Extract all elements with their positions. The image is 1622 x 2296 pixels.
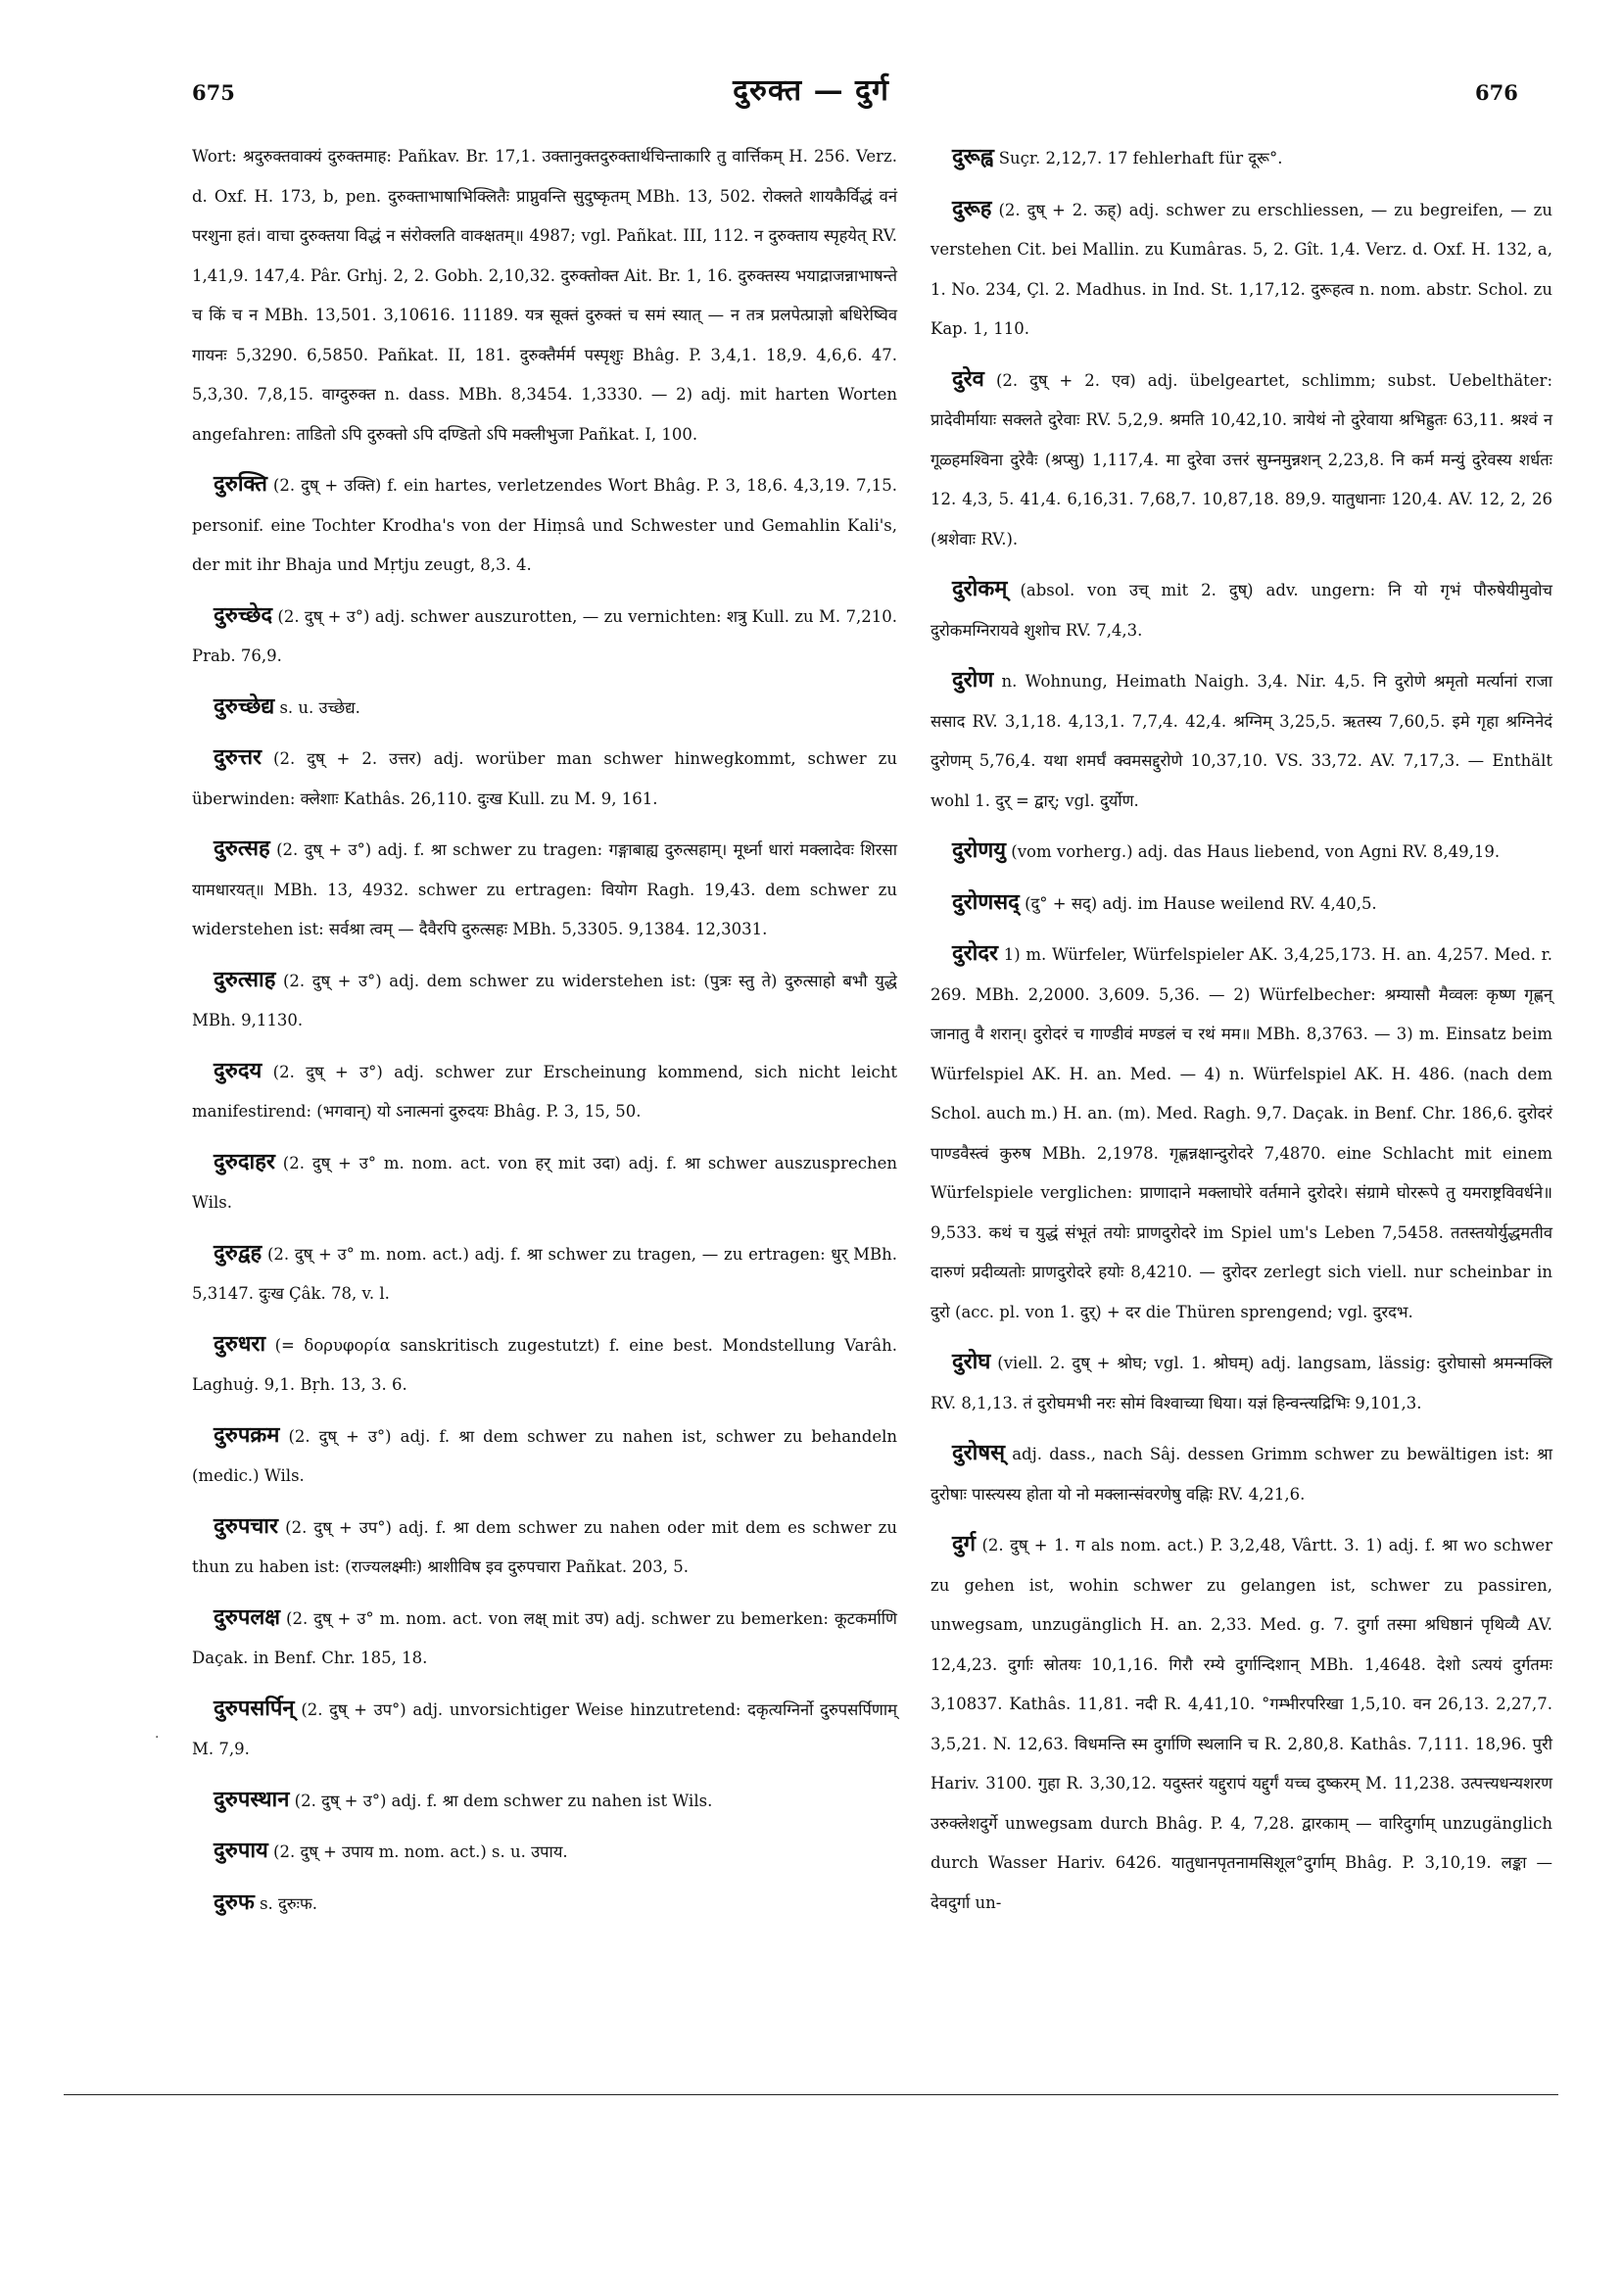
entry-text: n. Wohnung, Heimath Naigh. 3,4. Nir. 4,5. नि दुरोणे श्रमृतो मर्त्यानां राजा ससाद RV. 3,1,18. 4,13,1. 7,7,4. 42,4. श्रग्निम् 3,25,5. ऋतस्य 7,60,5. इमे गृहा श्रग्निनेदं दुरोणम् 5,76,4. यथा शमर्घं क्वमसद्दुरोणे 10,37,10. VS. 33,72. AV. 7,17,3. — Enthält wohl 1. दुर् = द्वार्; vgl. दुर्योण. [930, 672, 1552, 810]
entry-headword: दुरोषस् [952, 1440, 1005, 1465]
entry-text: (= δορυφορία sanskritisch zugestutzt) f. eine best. Mondstellung Varâh. Laghuġ. 9,1. Bṛh. 13, 3. 6. [192, 1335, 897, 1394]
dictionary-entry [192, 829, 897, 950]
entry-text: (2. दुष् + 2. एव) adj. übelgeartet, schlimm; subst. Uebelthäter: प्रादेवीर्मायाः सक्लते दुरेवाः RV. 5,2,9. श्रमति 10,42,10. त्रायेथं नो दुरेवाया श्रभिह्रुतः 63,11. श्रश्वं न गूळ्हमश्विना दुरेवैः (श्रप्सु) 1,117,4. मा दुरेवा उत्तरं सुम्नमुन्नशन् 2,23,8. नि कर्म मन्युं दुरेवस्य शर्धतः 12. 4,3, 5. 41,4. 6,16,31. 7,68,7. 10,87,18. 89,9. यातुधानाः 120,4. AV. 12, 2, 26 (श्रशेवाः RV.). [930, 370, 1553, 549]
dictionary-entry [930, 189, 1552, 350]
dictionary-entry [930, 569, 1552, 650]
entry-headword: दुरुच्छेद [214, 601, 273, 628]
dictionary-entry [930, 660, 1552, 821]
dictionary-entry [192, 738, 897, 819]
entry-headword: दुरुदय [214, 1057, 262, 1083]
entry-headword: दुरोण [952, 667, 994, 693]
entry-headword: दुरुत्सह [214, 836, 270, 861]
dictionary-entry [192, 1780, 897, 1822]
dictionary-entry [192, 1598, 897, 1679]
entry-headword: दुरूह्व [952, 144, 994, 169]
entry-text: 1) m. Würfeler, Würfelspieler AK. 3,4,25,173. H. an. 4,257. Med. r. 269. MBh. 2,2000. 3,609. 5,36. — 2) Würfelbecher: श्रम्यासौ मैव्वलः कृष्ण गृह्णन् जानातु वै शरान्। दुरोदरं च गाण्डीवं मण्डलं च रथं मम॥ MBh. 8,3763. — 3) m. Einsatz beim Würfelspiel AK. H. an. Med. — 4) n. Würfelspiel AK. H. 486. (nach dem Schol. auch m.) H. an. (m). Med. Ragh. 9,7. Daçak. in Benf. Chr. 186,6. दुरोदरं पाण्डवैस्त्वं कुरुष MBh. 2,1978. गृह्णन्नक्षान्दुरोदरे 7,4870. eine Schlacht mit einem Würfelspiele verglichen: प्राणादाने मक्लाघोरे वर्तमाने दुरोदरे। संग्रामे घोररूपे तु यमराष्ट्रविवर्धने॥ 9,533. कथं च युद्धं संभूतं तयोः प्राणदुरोदरे im Spiel um's Leben 7,5458. ततस्तयोर्युद्धमतीव दारुणं प्रदीव्यतोः प्राणदुरोदरे हयोः 8,4210. — दुरोदर zerlegt sich viell. nur scheinbar in दुरो (acc. pl. von 1. दुर्) + दर die Thüren sprengend; vgl. दुरदभ. [930, 945, 1552, 1321]
entry-headword: दुरोघ [952, 1349, 991, 1374]
entry-headword: दुरुपाय [214, 1838, 268, 1863]
entry-text: Suçr. 2,12,7. 17 fehlerhaft für दूरू°. [998, 149, 1283, 167]
entry-headword: दुरुधरा [214, 1330, 266, 1357]
dictionary-entry [192, 1883, 897, 1925]
dictionary-entry [192, 960, 897, 1041]
entry-headword: दुरुपस्थान [214, 1786, 290, 1812]
dictionary-entry [930, 933, 1552, 1332]
entry-headword: दुरुक्ति [214, 471, 267, 497]
dictionary-entry [192, 137, 897, 454]
entry-headword: दुरुपसर्पिन् [214, 1695, 295, 1721]
entry-text: (2. दुष् + उ°) adj. f. श्रा dem schwer zu nahen ist Wils. [294, 1791, 713, 1810]
entry-text: (2. दुष् + उप°) adj. unvorsichtiger Weise hinzutretend: दकृत्यग्निर्नो दुरुपसर्पिणाम् M. 7,9. [192, 1699, 898, 1758]
dictionary-entry [930, 831, 1552, 873]
entry-headword: दुर्ग [952, 1531, 977, 1556]
entry-headword: दुरेव [952, 365, 984, 392]
entry-headword: दुरुपलक्ष [214, 1603, 281, 1630]
entry-text: (2. दुष् + उ°) adj. f. श्रा dem schwer zu nahen ist, schwer zu behandeln (medic.) Wils. [192, 1426, 898, 1485]
dictionary-entry [930, 137, 1552, 179]
dictionary-entry [192, 464, 897, 586]
entry-text: adj. dass., nach Sâj. dessen Grimm schwer zu bewältigen ist: श्रा दुरोषाः पास्त्यस्य होता यो नो मक्लान्संवरणेषु वह्निः RV. 4,21,6. [930, 1445, 1552, 1504]
entry-headword: दुरुत्साह [214, 966, 276, 992]
dictionary-entry [192, 1689, 897, 1770]
entry-text: (दु° + सद्) adj. im Hause weilend RV. 4,40,5. [1025, 893, 1377, 913]
entry-headword: दुरुच्छेद्य [214, 693, 275, 719]
entry-text: (2. दुष् + उ° m. nom. act. von लक्ष् mit उप) adj. schwer zu bemerken: कूटकर्माणि Daçak. in Benf. Chr. 185, 18. [192, 1608, 897, 1667]
entry-text: (2. दुष् + 1. ग als nom. act.) P. 3,2,48, Vârtt. 3. 1) adj. f. श्रा wo schwer zu gehen ist, wohin schwer zu gelangen ist, schwer zu passiren, unwegsam, unzugänglich H. an. 2,33. Med. g. 7. दुर्गा तस्मा श्रधिष्ठानं पृथिव्यै AV. 12,4,23. दुर्गाः स्रोतयः 10,1,16. गिरौ रम्ये दुर्गान्दिशान् MBh. 1,4648. देशो ऽत्ययं दुर्गतमः 3,10837. Kathâs. 11,81. नदी R. 4,41,10. °गम्भीरपरिखा 1,5,10. वन 26,13. 2,27,7. 3,5,21. N. 12,63. विधमन्ति स्म दुर्गाणि स्थलानि च R. 2,80,8. Kathâs. 7,111. 18,96. पुरी Hariv. 3100. गुहा R. 3,30,12. यदुस्तरं यद्दुरापं यद्दुर्गं यच्च दुष्करम् M. 11,238. उत्पत्त्यधन्यशरण उरुक्लेशदुर्गे unwegsam durch Bhâg. P. 4, 7,28. द्वारकाम् — वारिदुर्गाम् unzugänglich durch Wasser Hariv. 6426. यातुधानपृतनामसिशूल°दुर्गाम् Bhâg. P. 3,10,19. लङ्का — देवदुर्गा un- [930, 1536, 1553, 1912]
dictionary-entry [192, 596, 897, 677]
dictionary-entry [192, 1142, 897, 1223]
dictionary-entry [192, 687, 897, 729]
dictionary-entry [192, 1507, 897, 1588]
entry-headword: दुरुपचार [214, 1512, 279, 1539]
entry-text: s. u. उच्छेद्य. [279, 697, 360, 717]
entry-text: (2. दुष् + 2. उत्तर) adj. worüber man schwer hinwegkommt, schwer zu überwinden: क्लेशाः Kathâs. 26,110. दुःख Kull. zu M. 9, 161. [192, 749, 897, 808]
entry-text: (2. दुष् + उ°) adj. dem schwer zu widerstehen ist: (पुत्रः स्तु ते) दुरुत्साहो बभौ युद्धे MBh. 9,1130. [192, 971, 897, 1029]
entry-text: (viell. 2. दुष् + श्रोघ; vgl. 1. श्रोघम्) adj. langsam, lässig: दुरोघासो श्रमन्मक्लि RV. 8,1,13. तं दुरोघमभी नरः सोमं विश्वाच्या धिया। यज्ञं हिन्वन्त्यद्रिभिः 9,101,3. [930, 1354, 1553, 1412]
page-number-left: 675 [192, 80, 235, 105]
entry-text: (2. दुष् + उ° m. nom. act.) adj. f. श्रा schwer zu tragen, — zu ertragen: धुर् MBh. 5,3147. दुःख Çâk. 78, v. l. [192, 1244, 897, 1303]
dictionary-entry [192, 1324, 897, 1406]
entry-headword: दुरोदर [952, 940, 999, 966]
entry-text: (2. दुष् + उ°) adj. schwer zur Erscheinung kommend, sich nicht leicht manifestirend: (भगवान्) यो ऽनात्मनां दुरुदयः Bhâg. P. 3, 15, 50. [192, 1062, 898, 1121]
dictionary-entry [930, 883, 1552, 925]
entry-text: (absol. von उच् mit 2. दुष्) adv. ungern: नि यो गृभं पौरुषेयीमुवोच दुरोकमग्निरायवे शुशोच RV. 7,4,3. [930, 581, 1552, 640]
entry-headword: दुरोणयु [952, 837, 1007, 863]
entry-text: (2. दुष् + उ°) adj. schwer auszurotten, — zu vernichten: शत्रु Kull. zu M. 7,210. Prab. 76,9. [192, 606, 897, 665]
dictionary-entry [192, 1415, 897, 1497]
page-number-right: 676 [1475, 80, 1518, 105]
entry-text: (2. दुष् + उपाय m. nom. act.) s. u. उपाय. [273, 1842, 568, 1861]
entry-headword: दुरुद्वह [214, 1239, 262, 1266]
dictionary-entry [930, 359, 1552, 560]
entry-text: (2. दुष् + उक्ति) f. ein hartes, verletzendes Wort Bhâg. P. 3, 18,6. 4,3,19. 7,15. personif. eine Tochter Krodha's von der Hiṃsâ und Schwester und Gemahlin Kali's, der mit ihr Bhaja und Mṛtju zeugt, 8,3. 4. [192, 476, 898, 574]
dictionary-entry [192, 1051, 897, 1132]
dictionary-entry [192, 1831, 897, 1873]
dictionary-entry [930, 1433, 1552, 1514]
entry-headword: दुरुपक्रम [214, 1421, 280, 1448]
entry-headword: दुरूह [952, 195, 992, 221]
right-column [930, 137, 1552, 1933]
dictionary-entry [930, 1524, 1552, 1923]
entry-headword: दुरुत्तर [214, 744, 262, 770]
bottom-rule [64, 2094, 1558, 2095]
entry-text: (vom vorherg.) adj. das Haus liebend, von Agni RV. 8,49,19. [1011, 842, 1501, 861]
dictionary-entry [930, 1342, 1552, 1423]
entry-text: s. दुरुःफ. [260, 1893, 317, 1913]
dictionary-entry [192, 1233, 897, 1315]
left-column [192, 137, 897, 1934]
entry-headword: दुरुदाहर [214, 1148, 275, 1174]
entry-text: Wort: श्रदुरुक्तवाक्यं दुरुक्तमाह: Pañkav. Br. 17,1. उक्तानुक्तदुरुक्तार्थचिन्ताकारि तु वार्त्तिकम् H. 256. Verz. d. Oxf. H. 173, b, pen. दुरुक्ताभाषाभिक्लितैः प्राप्नुवन्ति सुदुष्कृतम् MBh. 13, 502. रोक्लते शायकैर्विद्धं वनं परशुना हतं। वाचा दुरुक्तया विद्धं न संरोक्लति वाक्क्षतम्॥ 4987; vgl. Pañkat. III, 112. न दुरुक्ताय स्पृहयेत् RV. 1,41,9. 147,4. Pâr. Grhj. 2, 2. Gobh. 2,10,32. दुरुक्तोक्त Ait. Br. 1, 16. दुरुक्तस्य भयाद्राजन्नाभाषन्ते च किं च न MBh. 13,501. 3,10616. 11189. यत्र सूक्तं दुरुक्तं च समं स्यात् — न तत्र प्रलपेत्प्राज्ञो बधिरेष्विव गायनः 5,3290. 6,5850. Pañkat. II, 181. दुरुक्तैर्मर्म पस्पृशुः Bhâg. P. 3,4,1. 18,9. 4,6,6. 47. 5,3,30. 7,8,15. वाग्दुरुक्त n. dass. MBh. 8,3454. 1,3330. — 2) adj. mit harten Worten angefahren: ताडितो ऽपि दुरुक्तो ऽपि दण्डितो ऽपि मक्लीभुजा Pañkat. I, 100. [192, 147, 897, 444]
entry-text: (2. दुष् + उ° m. nom. act. von हर् mit उदा) adj. f. श्रा schwer auszusprechen Wils. [192, 1153, 897, 1212]
running-head: दुरुक्त — दुर्ग [733, 73, 889, 108]
margin-mark: · [155, 1730, 160, 1746]
entry-headword: दुरोणसद् [952, 888, 1020, 915]
entry-headword: दुरोकम् [952, 576, 1008, 601]
entry-headword: दुरुफ [214, 1889, 255, 1915]
entry-text: (2. दुष् + उप°) adj. f. श्रा dem schwer zu nahen oder mit dem es schwer zu thun zu haben ist: (राज्यलक्ष्मीः) श्राशीविष इव दुरुपचारा Pañkat. 203, 5. [192, 1517, 898, 1576]
entry-text: (2. दुष् + उ°) adj. f. श्रा schwer zu tragen: गङ्गाबाह्य दुरुत्सहाम्। मूर्ध्ना धारां मक्लादेवः शिरसा यामधारयत्॥ MBh. 13, 4932. schwer zu ertragen: वियोग Ragh. 19,43. dem schwer zu widerstehen ist: सर्वश्रा त्वम् — दैवैरपि दुरुत्सहः MBh. 5,3305. 9,1384. 12,3031. [192, 840, 897, 938]
entry-text: (2. दुष् + 2. ऊह्) adj. schwer zu erschliessen, — zu begreifen, — zu verstehen Cit. bei Mallin. zu Kumâras. 5, 2. Gît. 1,4. Verz. d. Oxf. H. 132, a, 1. No. 234, Çl. 2. Madhus. in Ind. St. 1,17,12. दुरूहत्व n. nom. abstr. Schol. zu Kap. 1, 110. [930, 200, 1553, 338]
